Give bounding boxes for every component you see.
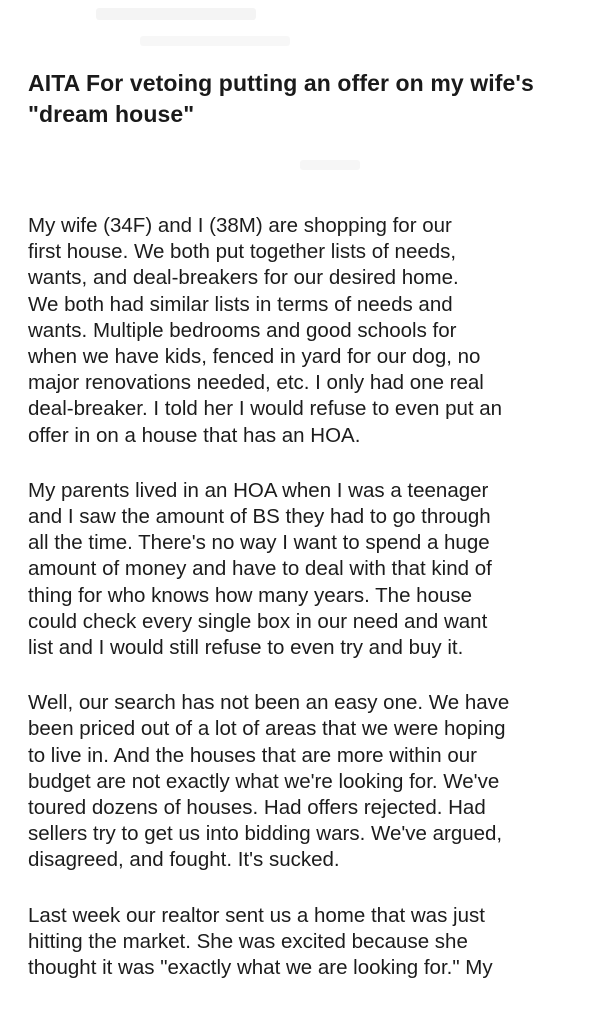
post-body — [28, 213, 588, 1010]
faded-meta-text — [300, 160, 360, 170]
post-paragraph-3: Well, our search has not been an easy one. We have been priced out of a lot of areas that we were hoping to live in. And the houses that are more within our budget are not exactly what we're looking for. We've toured dozens of houses. Had offers rejected. Had sellers try to get us into bidding wars. We've argued, disagreed, and fought. It's sucked. — [28, 691, 510, 872]
post-paragraph-2: My parents lived in an HOA when I was a teenager and I saw the amount of BS they had to go through all the time. There's no way I want to spend a huge amount of money and have to deal with that kind of thing for who knows how many years. The house could check every single box in our need and want list and I would still refuse to even try and buy it. — [28, 478, 492, 660]
post-paragraph-4: Last week our realtor sent us a home that was just hitting the market. She was excited because she thought it was "exactly what we are looking for." My — [28, 903, 493, 980]
post-title: AITA For vetoing putting an offer on my wife's "dream house" — [28, 70, 534, 127]
faded-header-subtext — [140, 36, 290, 46]
post-paragraph-1: My wife (34F) and I (38M) are shopping for our first house. We both put together lists of needs, wants, and deal-breakers for our desired home. We both had similar lists in terms of needs and wants. Multiple bedrooms and good schools for when we have kids, fenced in yard for our dog, no major renovations needed, etc. I only had one real deal-breaker. I told her I would refuse to even put an offer in on a house that has an HOA. — [28, 214, 503, 447]
faded-header-text — [96, 8, 256, 20]
faded-header-area — [0, 0, 610, 60]
